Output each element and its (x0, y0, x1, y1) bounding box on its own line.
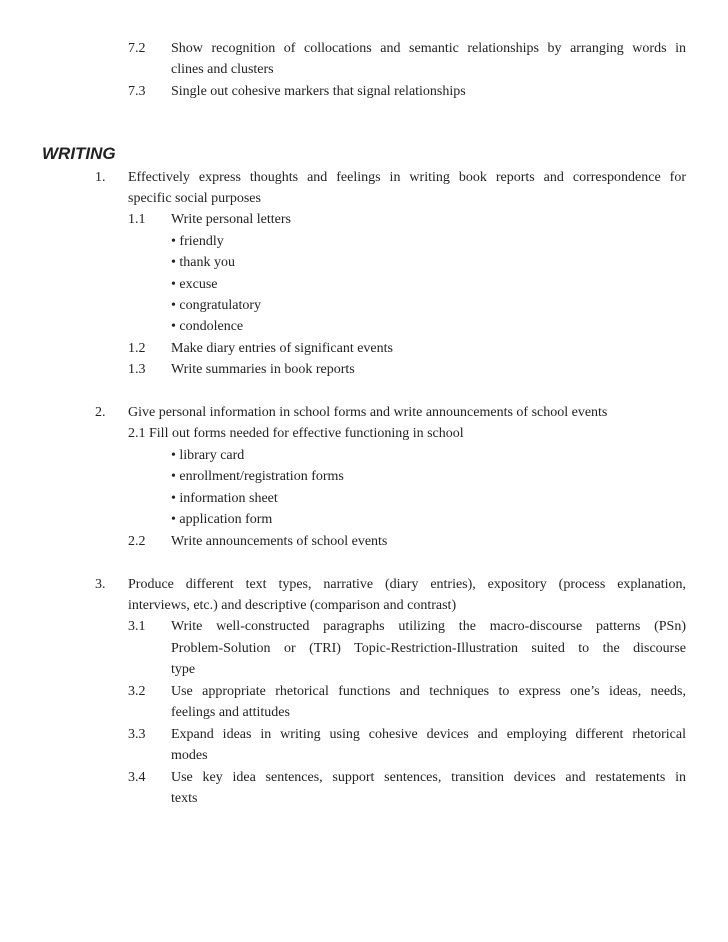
outcome-text: Produce different text types, narrative (diary entries), expository (process explanation, (128, 577, 686, 592)
item-number: 7.3 (128, 84, 146, 99)
outcome-number: 1. (95, 170, 106, 185)
sub-number: 3.1 (128, 619, 146, 634)
item-text: Single out cohesive markers that signal relationships (171, 84, 466, 99)
sub-text: Make diary entries of significant events (171, 341, 393, 356)
item-text: clines and clusters (171, 62, 274, 77)
item-number: 7.2 (128, 41, 146, 56)
sub-text: Use appropriate rhetorical functions and techniques to express one’s ideas, needs, (171, 684, 686, 699)
outcome-text: Give personal information in school forms and write announcements of school events (128, 405, 608, 420)
sub-number: 3.4 (128, 770, 146, 785)
sub-number: 1.2 (128, 341, 146, 356)
bullet-item: • library card (171, 448, 245, 463)
sub-number: 3.2 (128, 684, 146, 699)
sub-text: Use key idea sentences, support sentences, transition devices and restatements in (171, 770, 686, 785)
bullet-item: • information sheet (171, 491, 278, 506)
sub-text: Write well-constructed paragraphs utilizing the macro-discourse patterns (PSn) (171, 619, 686, 634)
outcome-number: 3. (95, 577, 106, 592)
sub-number: 1.3 (128, 362, 146, 377)
outcome-number: 2. (95, 405, 106, 420)
sub-text: Expand ideas in writing using cohesive devices and employing different rhetorical (171, 727, 686, 742)
sub-text: modes (171, 748, 208, 763)
sub-text: feelings and attitudes (171, 705, 290, 720)
sub-number: 1.1 (128, 212, 146, 227)
outcome-text: interviews, etc.) and descriptive (comparison and contrast) (128, 598, 457, 613)
item-text: Show recognition of collocations and semantic relationships by arranging words in (171, 41, 686, 56)
bullet-item: • application form (171, 512, 273, 527)
sub-text: 2.1 Fill out forms needed for effective functioning in school (128, 426, 464, 441)
sub-number: 3.3 (128, 727, 146, 742)
bullet-item: • condolence (171, 319, 244, 334)
sub-text: type (171, 662, 196, 677)
bullet-item: • congratulatory (171, 298, 262, 313)
bullet-item: • excuse (171, 277, 218, 292)
sub-text: Write summaries in book reports (171, 362, 355, 377)
sub-number: 2.2 (128, 534, 146, 549)
sub-text: texts (171, 791, 198, 806)
sub-text: Write announcements of school events (171, 534, 388, 549)
sub-text: Write personal letters (171, 212, 291, 227)
bullet-item: • enrollment/registration forms (171, 469, 344, 484)
outcome-text: Effectively express thoughts and feelings in writing book reports and correspondence for (128, 170, 686, 185)
outcome-text: specific social purposes (128, 191, 261, 206)
bullet-item: • friendly (171, 234, 224, 249)
sub-text: Problem-Solution or (TRI) Topic-Restriction-Illustration suited to the discourse (171, 641, 686, 656)
bullet-item: • thank you (171, 255, 236, 270)
section-heading: WRITING (42, 144, 116, 163)
